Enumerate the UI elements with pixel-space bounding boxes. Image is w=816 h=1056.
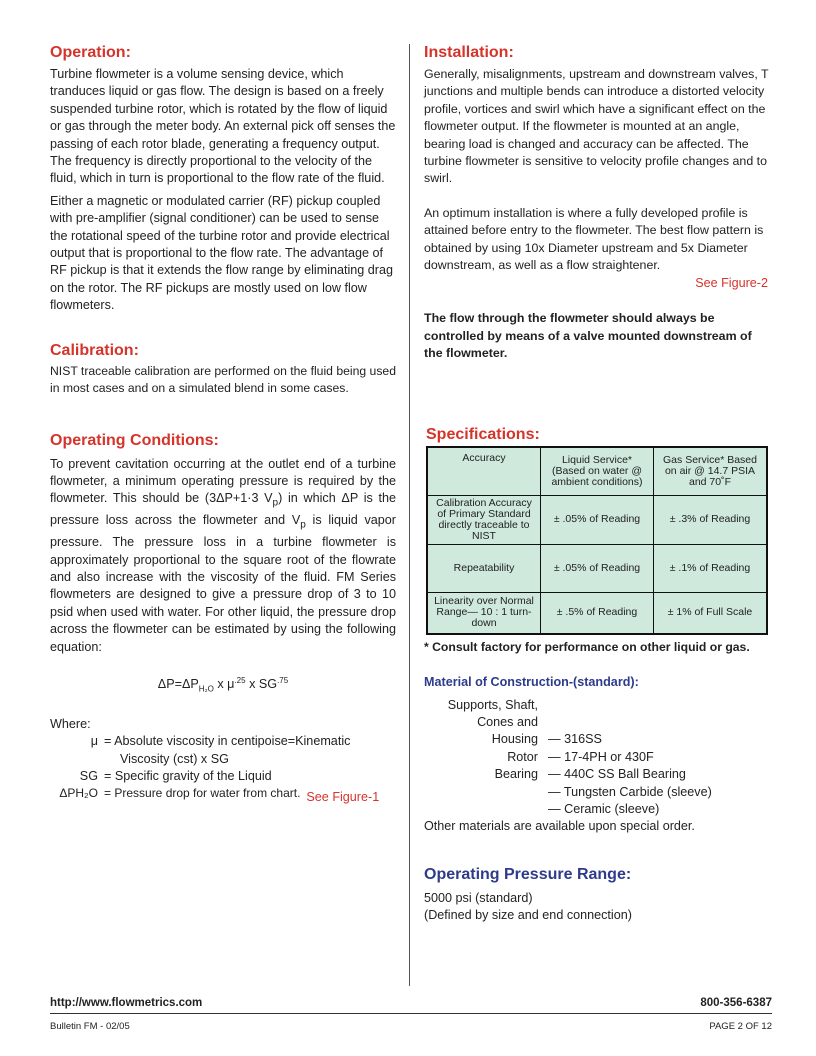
see-figure-2-link[interactable]: See Figure-2 <box>695 276 768 291</box>
pressure-line-2: (Defined by size and end connection) <box>424 908 632 923</box>
operating-pressure-heading: Operating Pressure Range: <box>424 865 632 883</box>
specifications-table <box>426 446 768 636</box>
footer-phone: 800-356-6387 <box>700 997 772 1009</box>
table-header-row <box>427 447 767 496</box>
list-item: Supports, Shaft, <box>447 697 538 712</box>
where-label: Where: <box>50 716 91 731</box>
list-item: — Tungsten Carbide (sleeve) <box>548 784 712 799</box>
operating-conditions-paragraph: To prevent cavitation occurring at the outlet end of a turbine flowmeter, a minimum operating pressure is required by the flowmeter. This should be (3ΔP+1·3 $V_p$) in which ΔP is the pressure loss across the flowmeter and $V_p$ is liquid vapor pressure. The pressure loss in a turbine flowmeter is approximately proportional to the square root of the flowrate and also increase with the viscosity of the fluid. FM Series flowmeters are designed to give a pressure drop of 3 to 10 psid when used with water. For other liquid, the pressure drop across the flowmeter can be estimated by using the following equation: <box>50 456 396 654</box>
pressure-drop-equation: $\Delta P=\Delta P_{H_2O}$ x $\mu^{.25}$ x $SG^{.75}$ <box>157 676 289 694</box>
list-item: Housing — 316SS <box>491 732 602 747</box>
row-label: Calibration Accuracy of Primary Standard directly traceable to NIST <box>427 495 541 544</box>
column-divider <box>409 44 410 986</box>
operating-conditions-heading: Operating Conditions: <box>50 431 219 449</box>
operation-heading: Operation: <box>50 44 131 61</box>
list-item: Bearing — 440C SS Ball Bearing <box>494 767 686 782</box>
materials-other-note: Other materials are available upon special order. <box>424 819 695 834</box>
list-item: — Ceramic (sleeve) <box>548 802 660 817</box>
specifications-footnote: * Consult factory for performance on other liquid or gas. <box>424 640 750 655</box>
pressure-line-1: 5000 psi (standard) <box>424 890 533 905</box>
see-figure-1-link[interactable]: See Figure-1 <box>306 790 380 805</box>
calibration-heading: Calibration: <box>50 341 139 359</box>
where-item: SG = Specific gravity of the Liquid <box>79 768 272 783</box>
gas-value: ± .3% of Reading <box>654 495 768 544</box>
where-list <box>50 733 396 803</box>
where-item: Viscosity (cst) x SG <box>120 751 229 766</box>
table-row <box>427 544 767 592</box>
footer-url-link[interactable]: http://www.flowmetrics.com <box>50 997 203 1009</box>
materials-list <box>424 697 772 819</box>
specifications-heading: Specifications: <box>426 425 540 443</box>
header-accuracy: Accuracy <box>427 447 541 496</box>
materials-heading: Material of Construction-(standard): <box>424 674 639 689</box>
right-column <box>424 44 772 925</box>
see-figure-2-row <box>424 274 768 292</box>
installation-note: The flow through the flowmeter should always be controlled by means of a valve mounted downstream of the flowmeter. <box>424 311 752 361</box>
liquid-value: ± .5% of Reading <box>541 592 654 634</box>
footer-page-number: PAGE 2 OF 12 <box>709 1021 772 1032</box>
footer-bulletin: Bulletin FM - 02/05 <box>50 1021 130 1032</box>
footer-divider <box>50 1013 772 1014</box>
row-label: Linearity over Normal Range— 10 : 1 turn-down <box>427 592 541 634</box>
calibration-paragraph: NIST traceable calibration are performed on the fluid being used in most cases and on a simulated blend in some cases. <box>50 363 396 396</box>
installation-paragraph-2: An optimum installation is where a fully developed profile is attained before entry to the flowmeter. The best flow pattern is obtained by using 10x Diameter upstream and 5x Diameter downstream, as well as a flow straightener. <box>424 205 764 273</box>
gas-value: ± 1% of Full Scale <box>654 592 768 634</box>
left-column <box>50 44 396 803</box>
table-row <box>427 495 767 544</box>
table-row <box>427 592 767 634</box>
liquid-value: ± .05% of Reading <box>541 544 654 592</box>
where-item: ΔPH₂O = Pressure drop for water from chart. See Figure-1 <box>50 785 396 802</box>
where-item: μ = Absolute viscosity in centipoise=Kinematic <box>90 734 351 749</box>
header-liquid-service: Liquid Service* (Based on water @ ambient conditions) <box>541 447 654 496</box>
installation-heading: Installation: <box>424 44 514 61</box>
gas-value: ± .1% of Reading <box>654 544 768 592</box>
operation-paragraph-2: Either a magnetic or modulated carrier (RF) pickup coupled with pre-amplifier (signal conditioner) can be used to sense the rotational speed of the turbine rotor and provide electrical output that is proportional to the flow rate. The advantage of RF pickup is that it extends the flow range by eliminating drag on the rotor. The RF pickups are mostly used on low flow flowmeters. <box>50 193 394 313</box>
list-item: Cones and <box>477 715 538 729</box>
row-label: Repeatability <box>427 544 541 592</box>
liquid-value: ± .05% of Reading <box>541 495 654 544</box>
header-gas-service: Gas Service* Based on air @ 14.7 PSIA and 70˚F <box>654 447 768 496</box>
operation-paragraph-1: Turbine flowmeter is a volume sensing device, which tranduces liquid or gas flow. The design is based on a freely suspended turbine rotor, which is rotated by the flow of liquid or gas through the meter body. An external pick off senses the passing of each rotor blade, generating a frequency output. The frequency is directly proportional to the velocity of the fluid, which in turn is proportional to the flow rate of the fluid. <box>50 67 396 186</box>
list-item: Rotor — 17-4PH or 430F <box>507 749 654 764</box>
installation-paragraph-1: Generally, misalignments, upstream and downstream valves, T junctions and multiple bends can introduce a distorted velocity profile, vortices and swirl which have a significant effect on the flowmeter output. If the flowmeter is mounted at an angle, bearing load is changed and accuracy can be affected. The turbine flowmeter is sensitive to velocity profile changes and to swirl. <box>424 67 769 186</box>
